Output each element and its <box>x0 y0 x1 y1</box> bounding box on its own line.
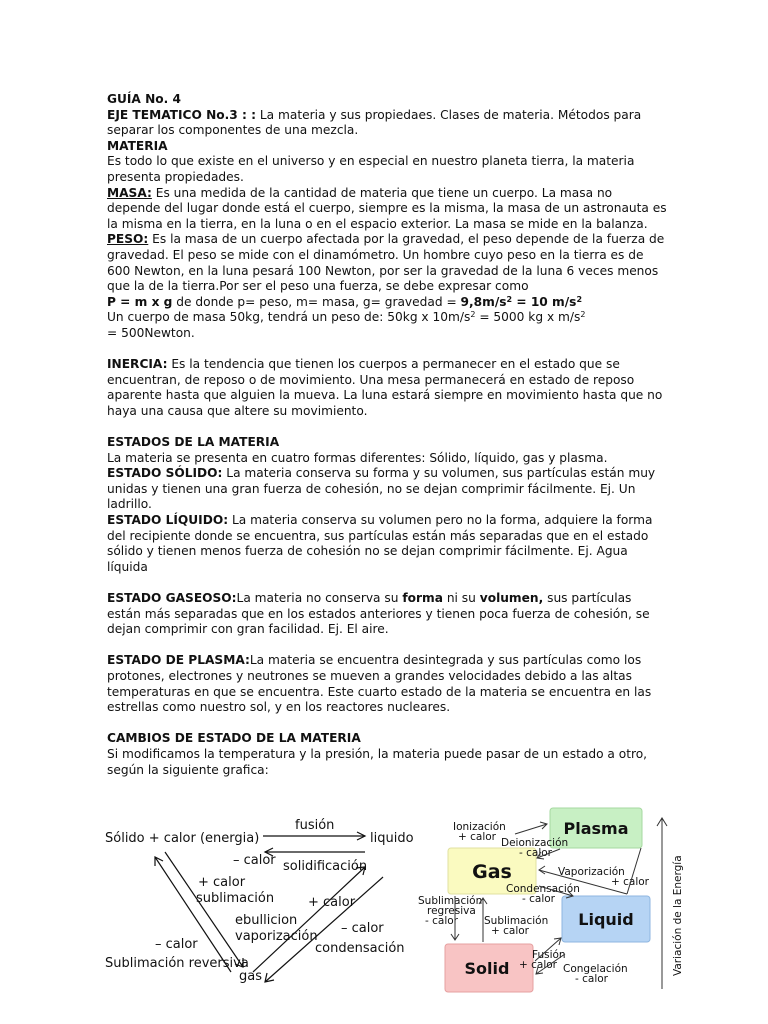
label-menos-calor-3: – calor <box>341 921 384 936</box>
label-gas: gas <box>239 969 262 984</box>
inercia-paragraph: INERCIA: Es la tendencia que tienen los cuerpos a permanecer en el estado que se encuentran, de reposo o de movimiento. Una mesa permanecerá en estado de reposo aparente hasta que alguien la mueva. La luna estará siempre en movimiento hasta que no haya una causa que altere su movimiento. <box>107 357 663 418</box>
state-plasma: Plasma <box>563 819 629 838</box>
peso-paragraph: PESO: Es la masa de un cuerpo afectada por la gravedad, el peso depende de la fuerza de gravedad. El peso se mide con el dinamómetro. Un hombre cuyo peso en la tierra es de 600 Newton, en la luna pesará 100 Newton, por ser la gravedad de la luna 6 veces menos que la de la tierra.Por ser el peso una fuerza, se debe expresar como P = m x g de donde p= peso, m= masa, g= gravedad = $9,8m/s^2 = 10$ $m/s^2$ Un cuerpo de masa 50kg, tendrá un peso de: 50kg x $10m/s^2 = 5000$ kg x $m/s^2$ = 500Newton. <box>107 232 665 340</box>
label-mas-calor-2: + calor <box>308 895 356 910</box>
label-mas-calor-1: + calor <box>198 875 246 890</box>
label-sub-regresiva-1: Sublimación <box>418 895 483 907</box>
label-solido: Sólido + calor (energia) <box>105 831 260 846</box>
label-vaporizacion-calor: + calor <box>611 876 650 888</box>
label-condensacion: condensación <box>315 941 405 956</box>
masa-paragraph: MASA: Es una medida de la cantidad de materia que tiene un cuerpo. La masa no depende del lugar donde está el cuerpo, siempre es la misma, la masa de un astronauta es la misma en la tierra, en la luna o en el espacio exterior. La masa se mide en la balanza. <box>107 185 667 231</box>
label-sublimacion-calor: + calor <box>491 925 530 937</box>
label-sub-regresiva-2: regresiva <box>427 905 476 917</box>
label-sublimacion: Sublimación <box>484 915 549 927</box>
label-ionizacion: Ionización <box>453 821 506 833</box>
estados-text: La materia se presenta en cuatro formas diferentes: Sólido, líquido, gas y plasma. <box>107 450 608 465</box>
label-congelacion: Congelación <box>563 963 628 975</box>
diagram-right <box>415 804 690 994</box>
estados-heading: ESTADOS DE LA MATERIA <box>107 435 280 450</box>
estado-gaseoso: ESTADO GASEOSO:La materia no conserva su forma ni su volumen, sus partículas están más separadas que en los estados anteriores y tienen poca fuerza de cohesión, se dejan comprimir con gran facilidad. Ej. El aire. <box>107 591 650 637</box>
label-sublimacion: sublimación <box>196 891 275 906</box>
label-sublimacion-rev: Sublimación reversiva <box>105 956 249 971</box>
materia-text: Es todo lo que existe en el universo y en especial en nuestro planeta tierra, la materia presenta propiedades. <box>107 154 635 184</box>
label-ionizacion-calor: + calor <box>458 831 497 843</box>
label-fusion-calor: + calor <box>519 959 558 971</box>
label-sub-regresiva-calor: - calor <box>425 915 458 927</box>
label-vaporizacion: vaporización <box>235 929 318 944</box>
estado-plasma: ESTADO DE PLASMA:La materia se encuentra desintegrada y sus partículas como los protones, electrones y neutrones se mueven a grandes velocidades debido a las altas temperaturas en que se encuentra. Este cuarto estado de la materia se encuentra en las estrellas como nuestro sol, y en los reactores nucleares. <box>107 653 652 715</box>
materia-heading: MATERIA <box>107 138 168 153</box>
label-ebullicion: ebullicion <box>235 913 298 928</box>
label-deionizacion-calor: - calor <box>519 847 552 859</box>
label-vaporizacion: Vaporización <box>558 866 625 878</box>
label-liquido: liquido <box>370 831 414 846</box>
energy-axis-label: Variación de la Energía <box>672 855 684 976</box>
label-congelacion-calor: - calor <box>575 973 608 985</box>
estado-liquido: ESTADO LÍQUIDO: La materia conserva su volumen pero no la forma, adquiere la forma del recipiente donde se encuentra, sus partículas están más separadas que en el estado sólido y tienen menos fuerza de cohesión no se dejan comprimir fácilmente. Ej. Agua líquida <box>107 513 653 574</box>
label-menos-calor-1: – calor <box>233 853 276 868</box>
estado-solido: ESTADO SÓLIDO: La materia conserva su forma y su volumen, sus partículas están muy unidas y tienen una gran fuerza de cohesión, no se dejan comprimir fácilmente. Ej. Un ladrillo. <box>107 466 656 512</box>
cambios-heading: CAMBIOS DE ESTADO DE LA MATERIA <box>107 731 361 746</box>
label-fusion: fusión <box>295 818 335 833</box>
label-condensacion: Condensación <box>506 883 580 895</box>
label-menos-calor-2: – calor <box>155 937 198 952</box>
arrowhead-vaporizacion-r <box>539 866 545 874</box>
label-deionizacion: Deionización <box>501 837 569 849</box>
cambios-text: Si modificamos la temperatura y la presión, la materia puede pasar de un estado a otro, según la siguiente grafica: <box>107 746 648 777</box>
diagram-left <box>103 812 414 997</box>
state-solid: Solid <box>464 959 510 978</box>
label-solidificacion: solidificación <box>283 859 368 874</box>
label-fusion: Fusión <box>532 949 566 961</box>
label-condensacion-calor: - calor <box>522 893 555 905</box>
state-gas: Gas <box>472 861 512 883</box>
eje-tematico: EJE TEMATICO No.3 : : La materia y sus propiedaes. Clases de materia. Métodos para separar los componentes de una mezcla. <box>107 107 642 138</box>
document-body <box>107 92 667 778</box>
guia-title: GUÍA No. 4 <box>107 92 182 106</box>
state-liquid: Liquid <box>578 910 634 929</box>
